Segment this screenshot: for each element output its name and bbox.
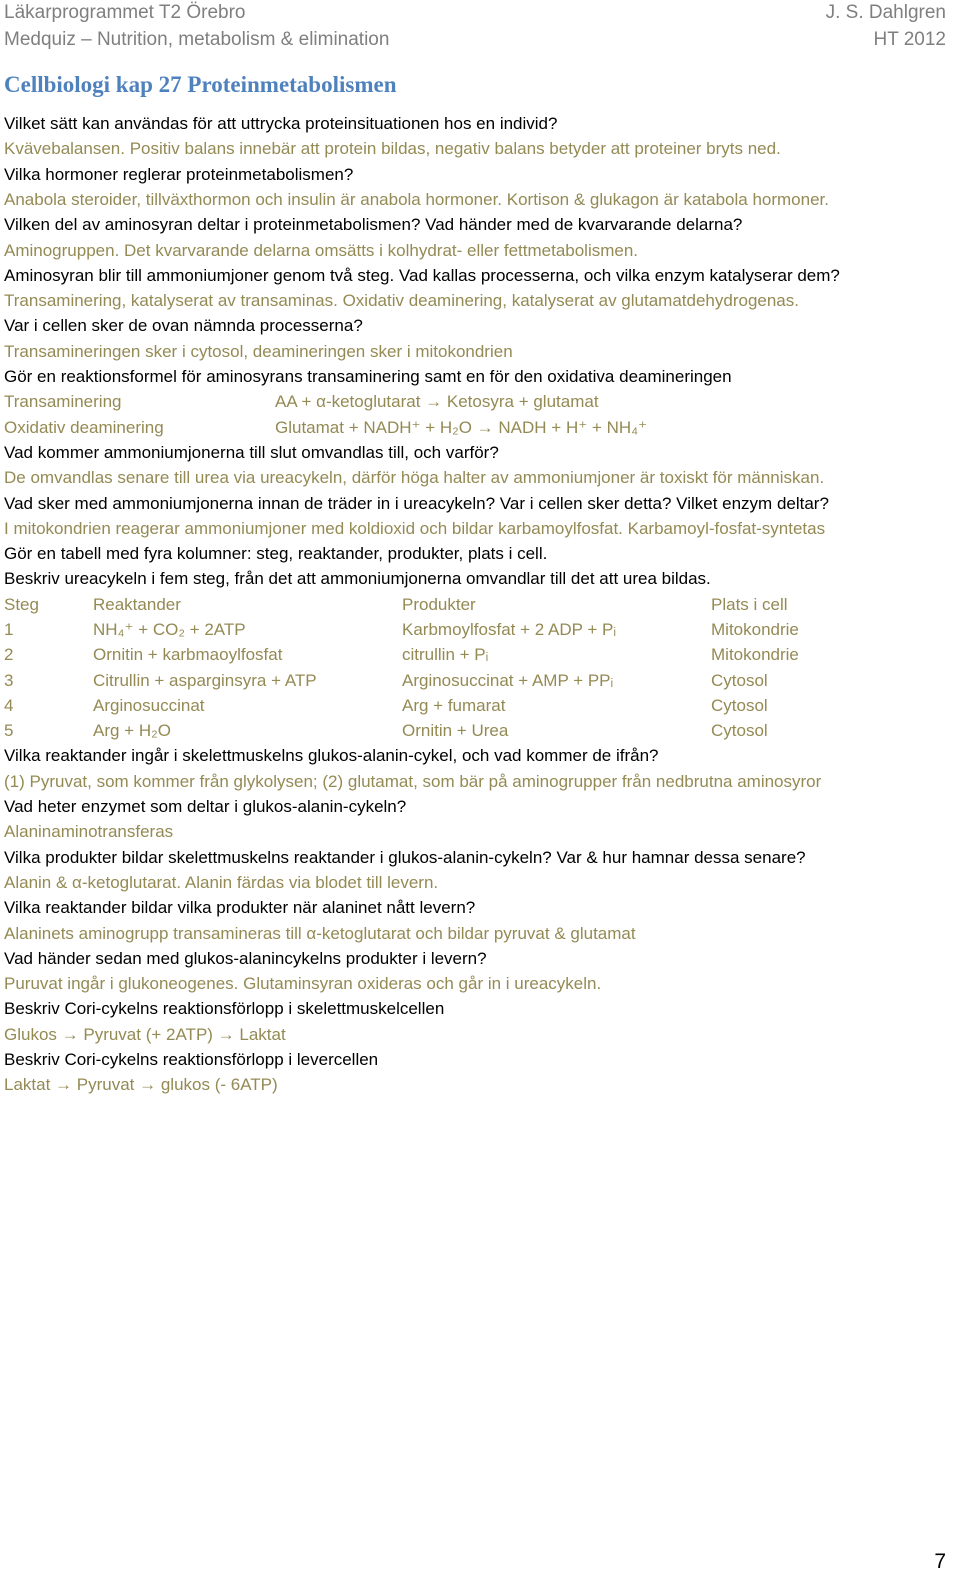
table-row-plats-cell: Mitokondrie xyxy=(711,620,799,639)
table-header-reaktander-cell: Reaktander xyxy=(93,595,181,614)
answer-line: Aminogruppen. Det kvarvarande delarna omsätts i kolhydrat- eller fettmetabolismen. xyxy=(4,241,639,260)
question-line: Vilka reaktander ingår i skelettmuskelns glukos-alanin-cykel, och vad kommer de ifrån? xyxy=(4,746,659,765)
reaction-formula: AA + α-ketoglutarat → Ketosyra + glutamat xyxy=(275,392,599,411)
answer-line: Puruvat ingår i glukoneogenes. Glutaminsyran oxideras och går in i ureacykeln. xyxy=(4,974,602,993)
answer-line: I mitokondrien reagerar ammoniumjoner med koldioxid och bildar karbamoylfosfat. Karbamoyl-fosfat-syntetas xyxy=(4,519,826,538)
question-line: Vad kommer ammoniumjonerna till slut omvandlas till, och varför? xyxy=(4,443,499,462)
table-row-plats-cell: Cytosol xyxy=(711,696,768,715)
header-term: HT 2012 xyxy=(873,29,946,50)
table-row-steg-cell: 3 xyxy=(4,671,14,690)
table-row-produkter-cell: Arginosuccinat + AMP + PPᵢ xyxy=(402,671,614,690)
answer-line: De omvandlas senare till urea via ureacykeln, därför höga halter av ammoniumjoner är toxiskt för människan. xyxy=(4,468,825,487)
table-row-plats-cell: Cytosol xyxy=(711,721,768,740)
answer-line: Alaninaminotransferas xyxy=(4,822,174,841)
table-row-plats-cell: Mitokondrie xyxy=(711,645,799,664)
table-row-steg-cell: 4 xyxy=(4,696,14,715)
header-row-1 xyxy=(4,2,946,24)
table-row-steg-cell: 1 xyxy=(4,620,14,639)
question-line: Vilka hormoner reglerar proteinmetabolismen? xyxy=(4,165,354,184)
page-title: Cellbiologi kap 27 Proteinmetabolismen xyxy=(4,72,397,97)
question-line: Vad sker med ammoniumjonerna innan de träder in i ureacykeln? Var i cellen sker detta? Vilket enzym deltar? xyxy=(4,494,829,513)
table-row-reaktander-cell: NH₄⁺ + CO₂ + 2ATP xyxy=(93,620,246,639)
table-header-produkter-cell: Produkter xyxy=(402,595,476,614)
question-line: Vilken del av aminosyran deltar i proteinmetabolismen? Vad händer med de kvarvarande delarna? xyxy=(4,215,743,234)
reaction-label: Transaminering xyxy=(4,392,122,411)
table-row-steg-cell: 5 xyxy=(4,721,14,740)
question-line: Vilka produkter bildar skelettmuskelns reaktander i glukos-alanin-cykeln? Var & hur hamnar dessa senare? xyxy=(4,848,806,867)
question-line: Gör en tabell med fyra kolumner: steg, reaktander, produkter, plats i cell. xyxy=(4,544,548,563)
header-author: J. S. Dahlgren xyxy=(825,2,946,23)
page-number: 7 xyxy=(934,1550,946,1573)
table-row-reaktander-cell: Citrullin + asparginsyra + ATP xyxy=(93,671,317,690)
table-row-produkter-cell: Ornitin + Urea xyxy=(402,721,509,740)
table-row-plats-cell: Cytosol xyxy=(711,671,768,690)
question-line: Var i cellen sker de ovan nämnda processerna? xyxy=(4,316,363,335)
table-header-steg-cell: Steg xyxy=(4,595,39,614)
answer-line: Kvävebalansen. Positiv balans innebär att protein bildas, negativ balans betyder att proteiner bryts ned. xyxy=(4,139,781,158)
header-row-2 xyxy=(4,29,946,51)
answer-line: Glukos → Pyruvat (+ 2ATP) → Laktat xyxy=(4,1025,286,1044)
question-line: Vilka reaktander bildar vilka produkter när alaninet nått levern? xyxy=(4,898,476,917)
table-header-plats-cell: Plats i cell xyxy=(711,595,788,614)
answer-line: Transamineringen sker i cytosol, deamineringen sker i mitokondrien xyxy=(4,342,513,361)
reaction-label: Oxidativ deaminering xyxy=(4,418,164,437)
question-line: Beskriv Cori-cykelns reaktionsförlopp i skelettmuskelcellen xyxy=(4,999,445,1018)
table-row-reaktander-cell: Arginosuccinat xyxy=(93,696,205,715)
answer-line: Alanin & α-ketoglutarat. Alanin färdas via blodet till levern. xyxy=(4,873,439,892)
reaction-formula: Glutamat + NADH⁺ + H₂O → NADH + H⁺ + NH₄⁺ xyxy=(275,418,648,437)
table-row-produkter-cell: citrullin + Pᵢ xyxy=(402,645,489,664)
question-line: Vilket sätt kan användas för att uttrycka proteinsituationen hos en individ? xyxy=(4,114,558,133)
answer-line: (1) Pyruvat, som kommer från glykolysen; (2) glutamat, som bär på aminogrupper från nedbrutna aminosyror xyxy=(4,772,822,791)
answer-line: Transaminering, katalyserat av transaminas. Oxidativ deaminering, katalyserat av glutamatdehydrogenas. xyxy=(4,291,799,310)
table-row-produkter-cell: Arg + fumarat xyxy=(402,696,506,715)
answer-line: Alaninets aminogrupp transamineras till α-ketoglutarat och bildar pyruvat & glutamat xyxy=(4,924,636,943)
table-row-produkter-cell: Karbmoylfosfat + 2 ADP + Pᵢ xyxy=(402,620,617,639)
answer-line: Laktat → Pyruvat → glukos (- 6ATP) xyxy=(4,1075,278,1094)
table-row-reaktander-cell: Arg + H₂O xyxy=(93,721,171,740)
question-line: Vad heter enzymet som deltar i glukos-alanin-cykeln? xyxy=(4,797,407,816)
answer-line: Anabola steroider, tillväxthormon och insulin är anabola hormoner. Kortison & glukagon är katabola hormoner. xyxy=(4,190,829,209)
question-line: Gör en reaktionsformel för aminosyrans transaminering samt en för den oxidativa deamineringen xyxy=(4,367,732,386)
question-line: Beskriv ureacykeln i fem steg, från det att ammoniumjonerna omvandlar till det att urea bildas. xyxy=(4,569,711,588)
question-line: Aminosyran blir till ammoniumjoner genom två steg. Vad kallas processerna, och vilka enzym katalyserar dem? xyxy=(4,266,840,285)
header-course: Läkarprogrammet T2 Örebro xyxy=(4,2,246,23)
question-line: Vad händer sedan med glukos-alanincykelns produkter i levern? xyxy=(4,949,487,968)
header-subject: Medquiz – Nutrition, metabolism & elimination xyxy=(4,29,390,50)
table-row-reaktander-cell: Ornitin + karbmaoylfosfat xyxy=(93,645,283,664)
table-row-steg-cell: 2 xyxy=(4,645,14,664)
question-line: Beskriv Cori-cykelns reaktionsförlopp i levercellen xyxy=(4,1050,379,1069)
